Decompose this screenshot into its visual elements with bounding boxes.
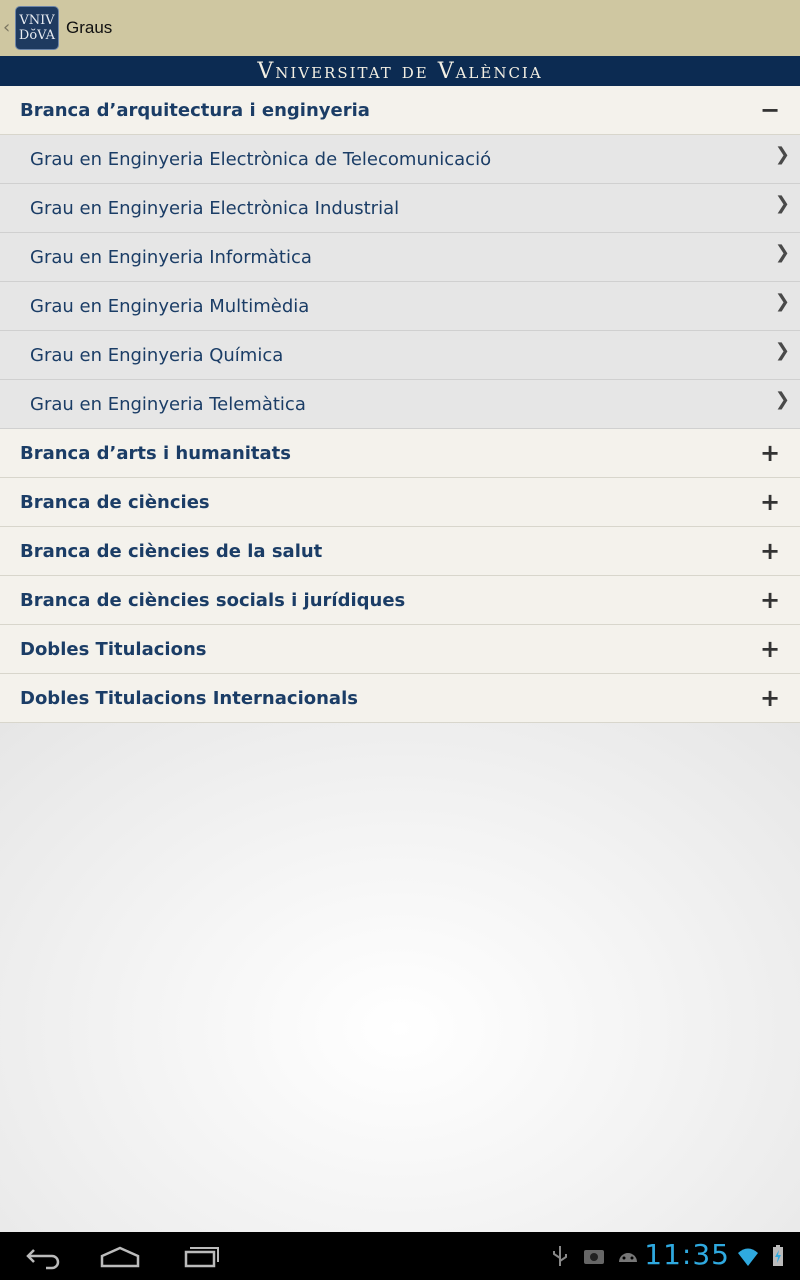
branch-label: Dobles Titulacions — [20, 638, 207, 660]
chevron-right-icon: ❯ — [774, 193, 790, 214]
expand-icon[interactable]: + — [760, 488, 781, 516]
branch-row-dobles-internacionals[interactable] — [0, 674, 800, 723]
degree-list — [0, 86, 800, 723]
expand-icon[interactable]: + — [760, 684, 781, 712]
chevron-right-icon: ❯ — [774, 291, 790, 312]
back-caret-icon[interactable]: ‹ — [3, 17, 11, 38]
degree-row[interactable] — [0, 282, 800, 331]
degree-label: Grau en Enginyeria Informàtica — [30, 246, 312, 268]
wifi-icon — [736, 1244, 760, 1268]
degree-row[interactable] — [0, 331, 800, 380]
degree-label: Grau en Enginyeria Multimèdia — [30, 295, 310, 317]
branch-row-arquitectura[interactable] — [0, 86, 800, 135]
expand-icon[interactable]: + — [760, 439, 781, 467]
chevron-right-icon: ❯ — [774, 389, 790, 410]
branch-row-salut[interactable] — [0, 527, 800, 576]
branch-label: Dobles Titulacions Internacionals — [20, 687, 358, 709]
clock: 11:35 — [644, 1238, 730, 1271]
home-icon[interactable] — [96, 1240, 144, 1272]
branch-label: Branca d’arquitectura i enginyeria — [20, 99, 370, 121]
logo-line1: VNIV — [19, 13, 55, 28]
degree-label: Grau en Enginyeria Telemàtica — [30, 393, 306, 415]
branch-row-dobles[interactable] — [0, 625, 800, 674]
degree-label: Grau en Enginyeria Electrònica Industrial — [30, 197, 400, 219]
degree-row[interactable] — [0, 380, 800, 429]
branch-label: Branca d’arts i humanitats — [20, 442, 291, 464]
branch-label: Branca de ciències socials i jurídiques — [20, 589, 406, 611]
branch-label: Branca de ciències de la salut — [20, 540, 323, 562]
branch-row-ciencies[interactable] — [0, 478, 800, 527]
back-icon[interactable] — [18, 1240, 66, 1272]
degree-row[interactable] — [0, 135, 800, 184]
page-title: Graus — [66, 18, 113, 37]
android-debug-icon — [616, 1244, 640, 1268]
recents-icon[interactable] — [176, 1240, 224, 1272]
degree-label: Grau en Enginyeria Electrònica de Telecomunicació — [30, 148, 492, 170]
branch-row-arts[interactable] — [0, 429, 800, 478]
university-banner — [0, 56, 800, 86]
collapse-icon[interactable]: − — [760, 96, 781, 124]
system-nav-bar — [0, 1232, 800, 1280]
screenshot-icon — [582, 1244, 606, 1268]
degree-row[interactable] — [0, 233, 800, 282]
action-bar — [0, 0, 800, 56]
branch-label: Branca de ciències — [20, 491, 210, 513]
degree-label: Grau en Enginyeria Química — [30, 344, 284, 366]
battery-charging-icon — [766, 1244, 790, 1268]
expand-icon[interactable]: + — [760, 635, 781, 663]
branch-row-socials[interactable] — [0, 576, 800, 625]
usb-icon — [548, 1244, 572, 1268]
expand-icon[interactable]: + — [760, 537, 781, 565]
chevron-right-icon: ❯ — [774, 242, 790, 263]
banner-text: Vniversitat de València — [257, 58, 543, 84]
chevron-right-icon: ❯ — [774, 144, 790, 165]
degree-row[interactable] — [0, 184, 800, 233]
logo-line2: DŏVA — [18, 28, 56, 43]
expand-icon[interactable]: + — [760, 586, 781, 614]
chevron-right-icon: ❯ — [774, 340, 790, 361]
app-logo-icon[interactable] — [15, 6, 59, 50]
empty-area — [0, 723, 800, 1232]
